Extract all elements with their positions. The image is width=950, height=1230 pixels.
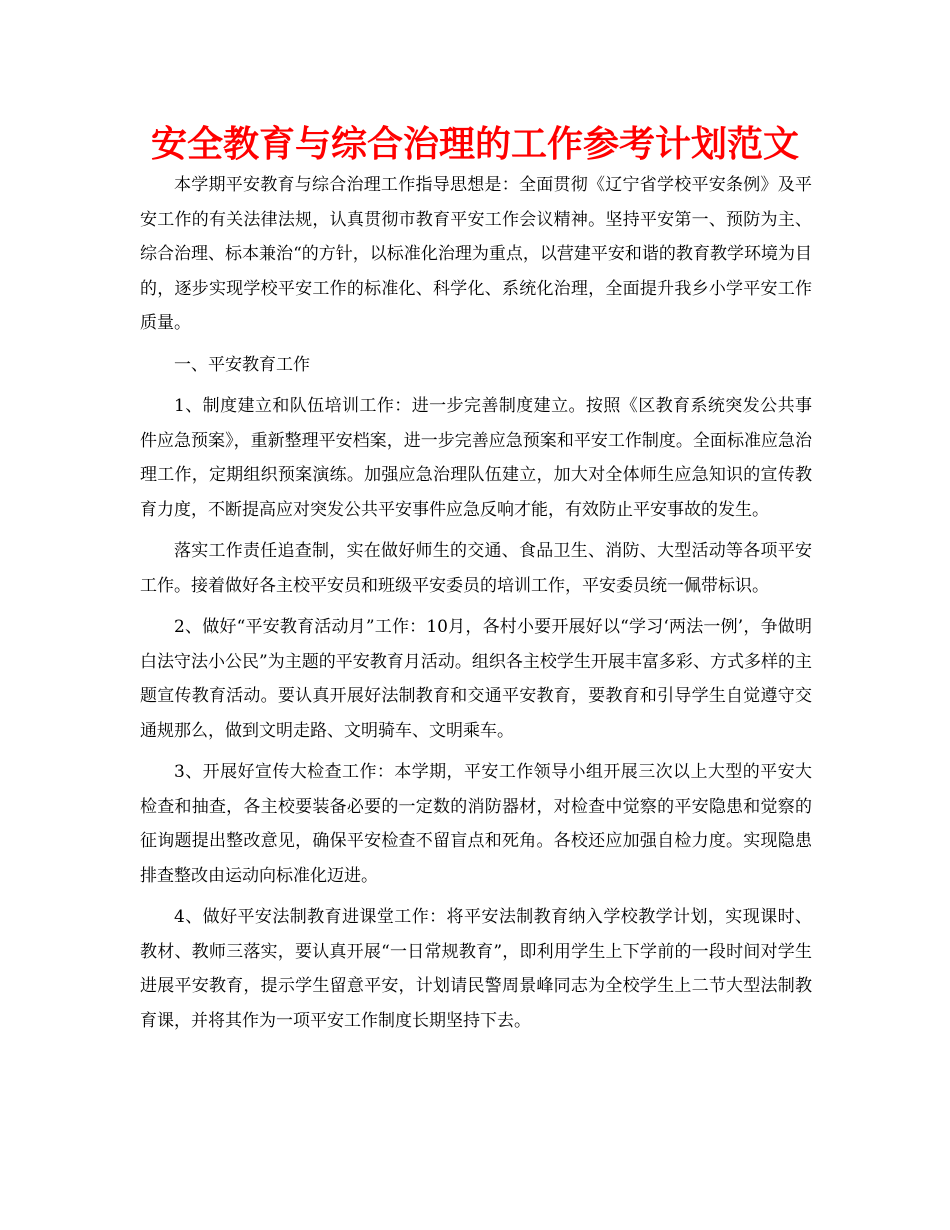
paragraph-item-3: 3、开展好宣传大检查工作：本学期，平安工作领导小组开展三次以上大型的平安大检查和抽查，各主校要装备必要的一定数的消防器材，对检查中觉察的平安隐患和觉察的征询题提出整改意见，确保平安检查不留盲点和死角。各校还应加强自检力度。实现隐患排查整改由运动向标准化迈进。: [140, 762, 812, 886]
paragraph-item-1: 1、制度建立和队伍培训工作：进一步完善制度建立。按照《区教育系统突发公共事件应急预案》，重新整理平安档案，进一步完善应急预案和平安工作制度。全面标准应急治理工作，定期组织预案演练。加强应急治理队伍建立，加大对全体师生应急知识的宣传教育力度，不断提高应对突发公共平安事件应急反响才能，有效防止平安事故的发生。: [140, 396, 812, 520]
document-body: [140, 168, 812, 1045]
paragraph-guiding-thought: 本学期平安教育与综合治理工作指导思想是：全面贯彻《辽宁省学校平安条例》及平安工作的有关法律法规，认真贯彻市教育平安工作会议精神。坚持平安第一、预防为主、综合治理、标本兼治“的方针，以标准化治理为重点，以营建平安和谐的教育教学环境为目的，逐步实现学校平安工作的标准化、科学化、系统化治理，全面提升我乡小学平安工作质量。: [140, 175, 812, 333]
paragraph-responsibility: 落实工作责任追查制，实在做好师生的交通、食品卫生、消防、大型活动等各项平安工作。接着做好各主校平安员和班级平安委员的培训工作，平安委员统一佩带标识。: [140, 541, 812, 596]
paragraph-item-4: 4、做好平安法制教育进课堂工作：将平安法制教育纳入学校教学计划，实现课时、教材、教师三落实，要认真开展“一日常规教育”，即利用学生上下学前的一段时间对学生进展平安教育，提示学生留意平安，计划请民警周景峰同志为全校学生上二节大型法制教育课，并将其作为一项平安工作制度长期坚持下去。: [140, 907, 812, 1031]
document-title: 安全教育与综合治理的工作参考计划范文: [150, 124, 799, 165]
paragraph-item-2: 2、做好“平安教育活动月”工作：10月，各村小要开展好以“学习‘两法一例’，争做明白法守法小公民”为主题的平安教育月活动。组织各主校学生开展丰富多彩、方式多样的主题宣传教育活动。要认真开展好法制教育和交通平安教育，要教育和引导学生自觉遵守交通规那么，做到文明走路、文明骑车、文明乘车。: [140, 617, 812, 741]
section-heading-safety-education: 一、平安教育工作: [174, 354, 310, 375]
